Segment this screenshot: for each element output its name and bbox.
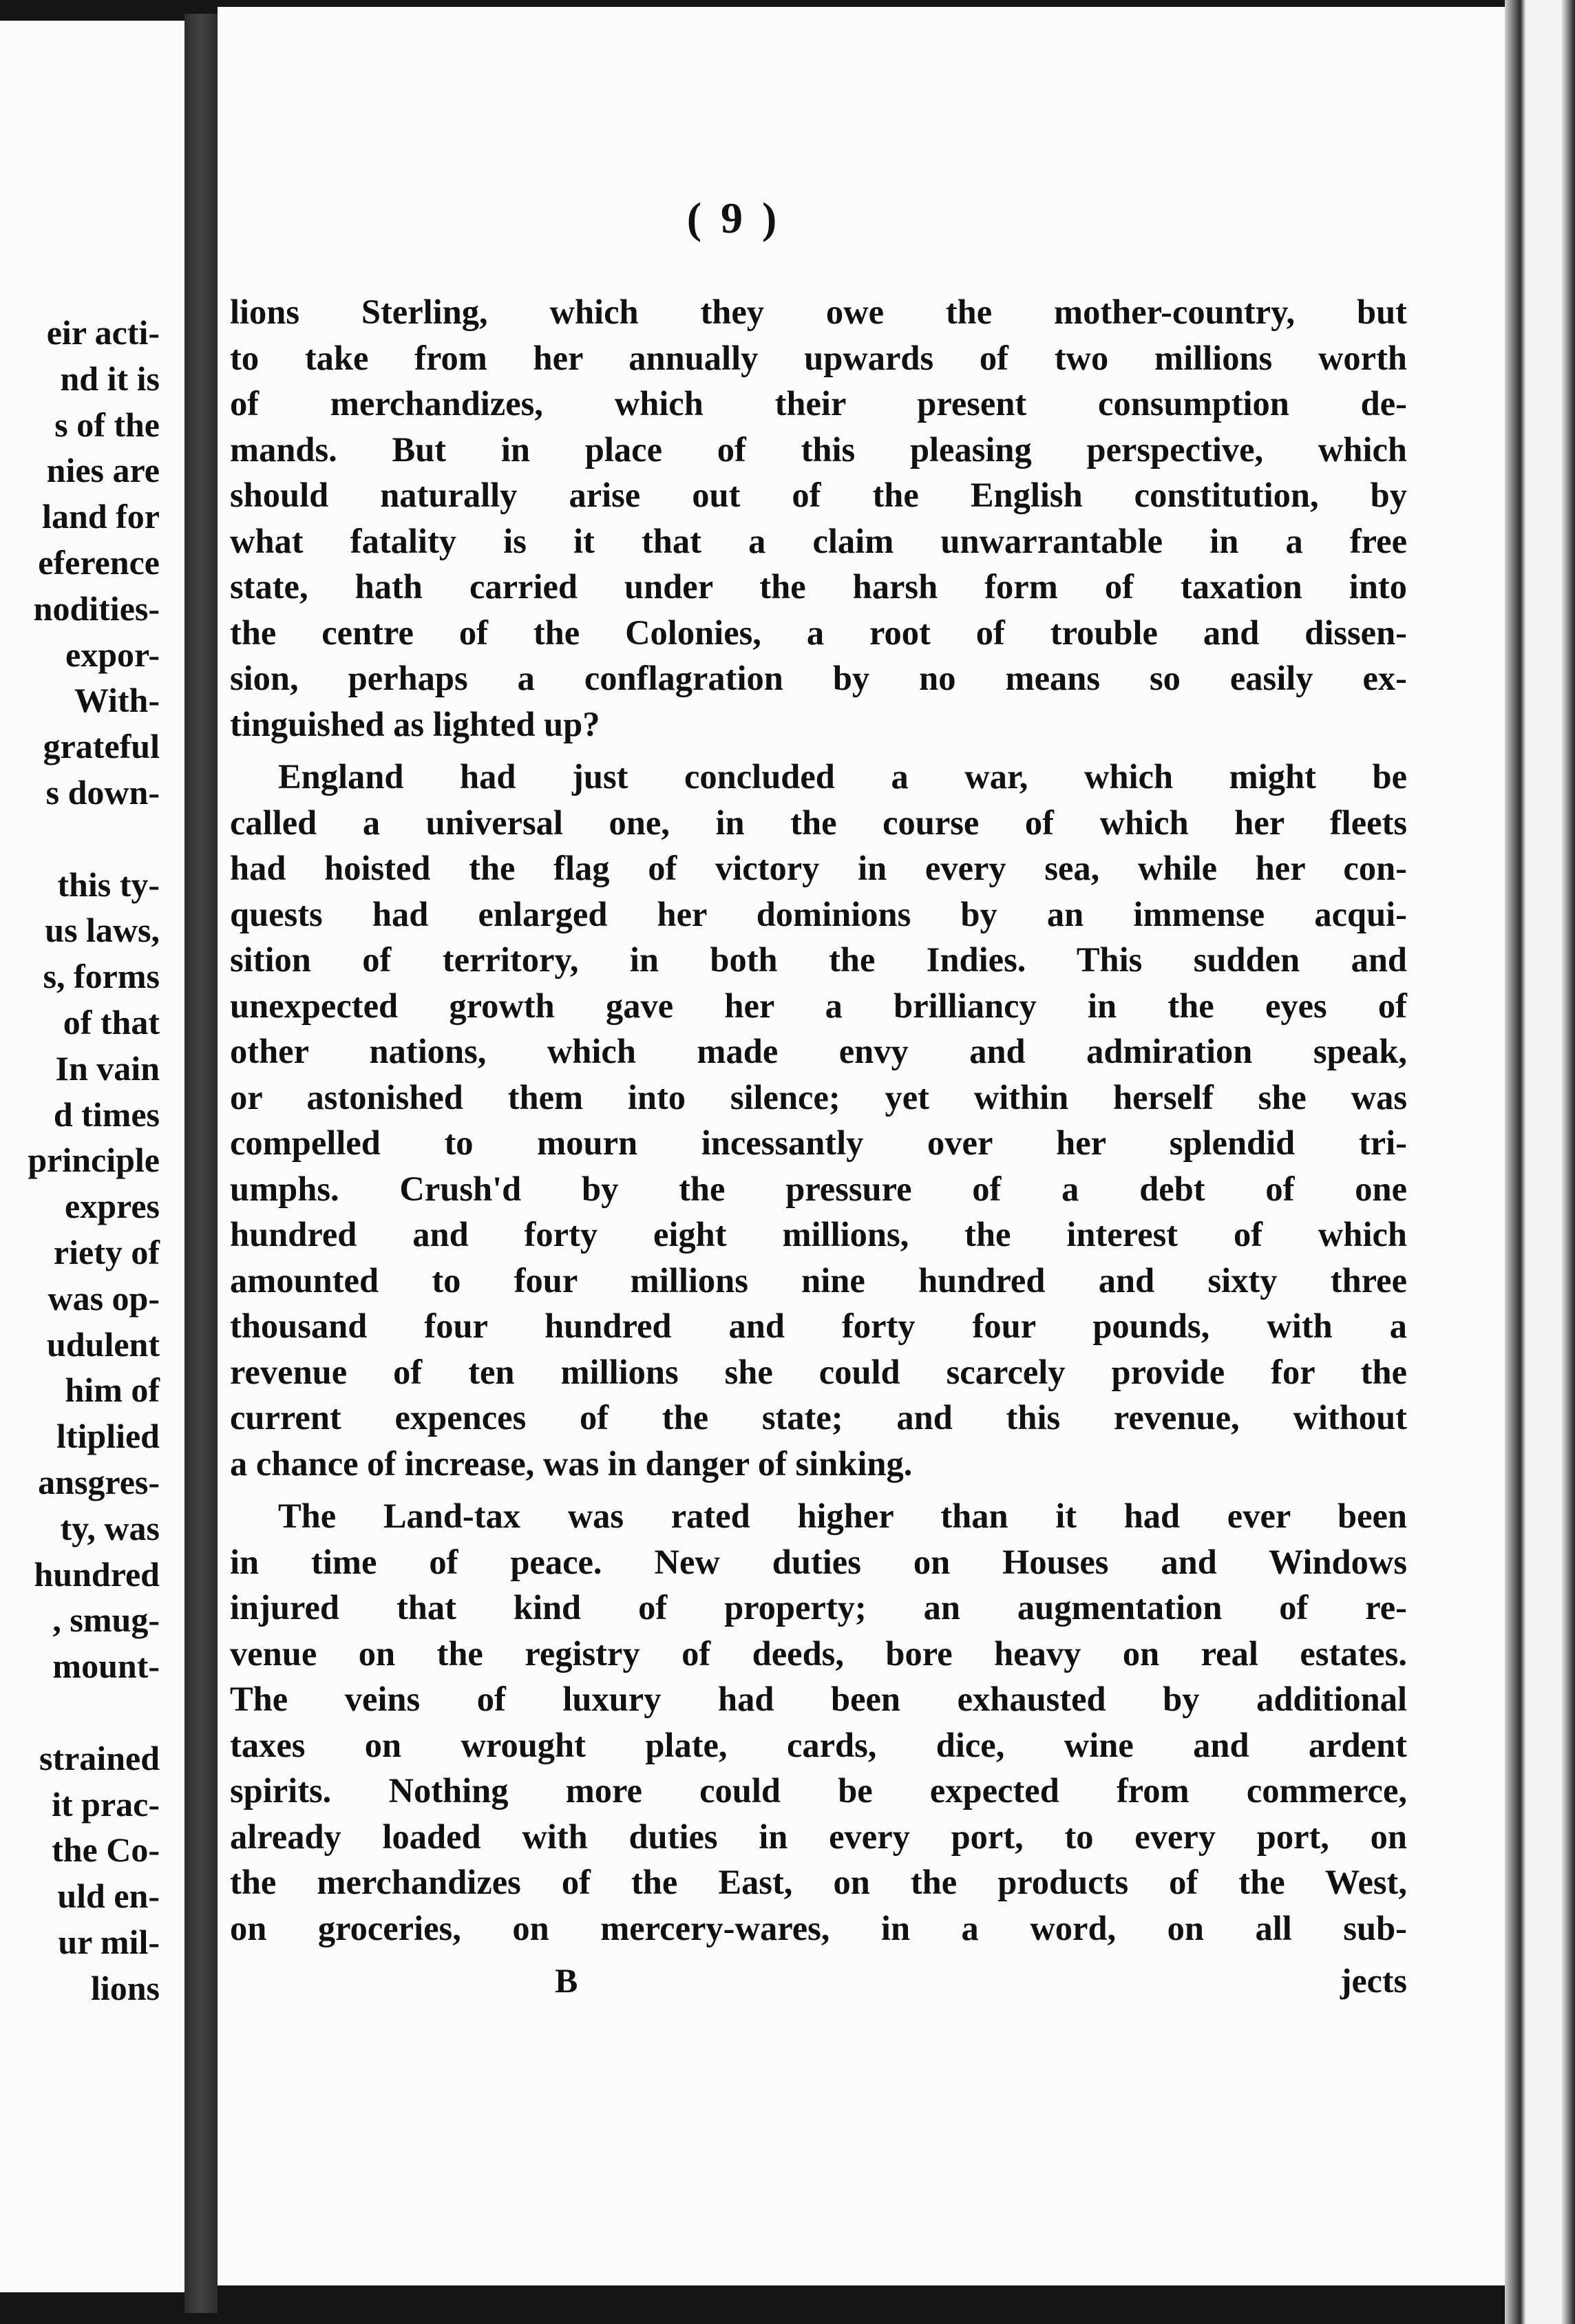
text-line: taxes on wrought plate, cards, dice, wine and ardent [230, 1725, 1407, 1764]
paragraph-gap [230, 1486, 1407, 1493]
page-number: ( 9 ) [686, 193, 781, 242]
text-line: umphs. Crush'd by the pressure of a debt of one [230, 1169, 1407, 1208]
left-page-line: riety of [53, 1233, 160, 1271]
text-line: should naturally arise out of the English constitution, by [230, 476, 1407, 514]
text-line: of merchandizes, which their present consumption de- [230, 384, 1407, 423]
footer-row [230, 1961, 1407, 2009]
left-page-line: grateful [43, 727, 160, 766]
text-line: The Land-tax was rated higher than it had ever been [278, 1497, 1407, 1535]
left-page-line: With- [74, 681, 160, 720]
left-page-line: expor- [65, 635, 160, 674]
left-page-line: expres [65, 1187, 160, 1226]
text-line: sition of territory, in both the Indies. This sudden and [230, 940, 1407, 979]
text-line: tinguished as lighted up? [230, 704, 600, 743]
book-gutter [184, 14, 218, 2313]
text-line: or astonished them into silence; yet within herself she was [230, 1077, 1407, 1117]
left-page-line: d times [53, 1095, 160, 1134]
left-page-line: s down- [45, 773, 160, 812]
left-page-line: it prac- [52, 1784, 160, 1824]
left-page-line: mount- [52, 1647, 160, 1686]
left-page-line: nies are [46, 451, 160, 490]
text-line: quests had enlarged her dominions by an immense acqui- [230, 894, 1407, 933]
text-line: to take from her annually upwards of two millions worth [230, 338, 1407, 377]
text-line: the centre of the Colonies, a root of trouble and dissen- [230, 613, 1407, 652]
text-line: other nations, which made envy and admiration speak, [230, 1032, 1407, 1070]
paragraph-gap [230, 747, 1407, 754]
text-line: injured that kind of property; an augmentation of re- [230, 1588, 1407, 1627]
text-line: hundred and forty eight millions, the interest of which [230, 1215, 1407, 1254]
text-line: had hoisted the flag of victory in every sea, while her con- [230, 849, 1407, 887]
left-page-line: ur mil- [58, 1923, 160, 1961]
text-line: compelled to mourn incessantly over her splendid tri- [230, 1123, 1407, 1162]
left-page-line: eir acti- [46, 313, 160, 352]
left-page-line: the Co- [52, 1830, 160, 1870]
left-page-line: s of the [54, 405, 160, 444]
left-page-line: us laws, [45, 911, 160, 950]
text-line: unexpected growth gave her a brilliancy in the eyes of [230, 986, 1407, 1025]
body-text [230, 289, 1407, 1951]
text-line: already loaded with duties in every port, to every port, on [230, 1817, 1407, 1856]
text-line: spirits. Nothing more could be expected from commerce, [230, 1771, 1407, 1810]
left-page-line: ltiplied [56, 1417, 160, 1456]
left-page-line: of that [63, 1003, 160, 1042]
left-page-line: s, forms [43, 957, 160, 996]
text-line: amounted to four millions nine hundred and sixty three [230, 1260, 1407, 1300]
text-line: The veins of luxury had been exhausted by additional [230, 1680, 1407, 1718]
text-line: revenue of ten millions she could scarcely provide for the [230, 1352, 1407, 1391]
text-line: a chance of increase, was in danger of sinking. [230, 1444, 913, 1483]
paragraph [230, 754, 1407, 1486]
left-page-line: strained [39, 1738, 160, 1777]
text-line: sion, perhaps a conflagration by no means so easily ex- [230, 659, 1407, 697]
text-line: lions Sterling, which they owe the mother-country, but [230, 293, 1407, 331]
left-page-line: udulent [47, 1324, 160, 1364]
paragraph [230, 289, 1407, 747]
left-page-line: land for [42, 497, 160, 536]
left-page-line: nodities- [33, 589, 160, 628]
catchword: jects [1340, 1961, 1407, 2000]
text-line: mands. But in place of this pleasing perspective, which [230, 430, 1407, 469]
text-line: current expences of the state; and this revenue, without [230, 1398, 1407, 1437]
text-line: in time of peace. New duties on Houses and Windows [230, 1542, 1407, 1581]
paragraph [230, 1493, 1407, 1951]
left-facing-page [0, 21, 184, 2292]
text-line: on groceries, on mercery-wares, in a word, on all sub- [230, 1908, 1407, 1947]
left-page-line: uld en- [57, 1877, 160, 1916]
left-page-line: was op- [47, 1278, 160, 1318]
left-page-line: hundred [34, 1554, 160, 1594]
left-page-line: him of [65, 1371, 160, 1410]
left-page-line: ty, was [60, 1508, 160, 1547]
text-line: thousand four hundred and forty four pounds, with a [230, 1307, 1407, 1345]
page-edge [1505, 0, 1575, 2324]
left-page-line: nd it is [60, 359, 160, 398]
text-line: what fatality is it that a claim unwarrantable in a free [230, 521, 1407, 560]
signature-mark: B [555, 1961, 578, 2000]
left-page-line: this ty- [57, 865, 160, 904]
left-page-line: ansgres- [38, 1463, 160, 1501]
main-page [218, 7, 1505, 2285]
left-page-line: lions [90, 1968, 160, 2007]
text-line: venue on the registry of deeds, bore heavy on real estates. [230, 1634, 1407, 1673]
left-page-line: principle [28, 1141, 160, 1180]
left-page-line: In vain [55, 1048, 160, 1088]
text-line: England had just concluded a war, which might be [278, 757, 1407, 796]
text-line: state, hath carried under the harsh form of taxation into [230, 567, 1407, 606]
left-page-line: eference [38, 543, 160, 582]
text-line: the merchandizes of the East, on the products of the West, [230, 1863, 1407, 1901]
left-page-line: , smug- [52, 1601, 160, 1640]
text-line: called a universal one, in the course of which her fleets [230, 803, 1407, 842]
